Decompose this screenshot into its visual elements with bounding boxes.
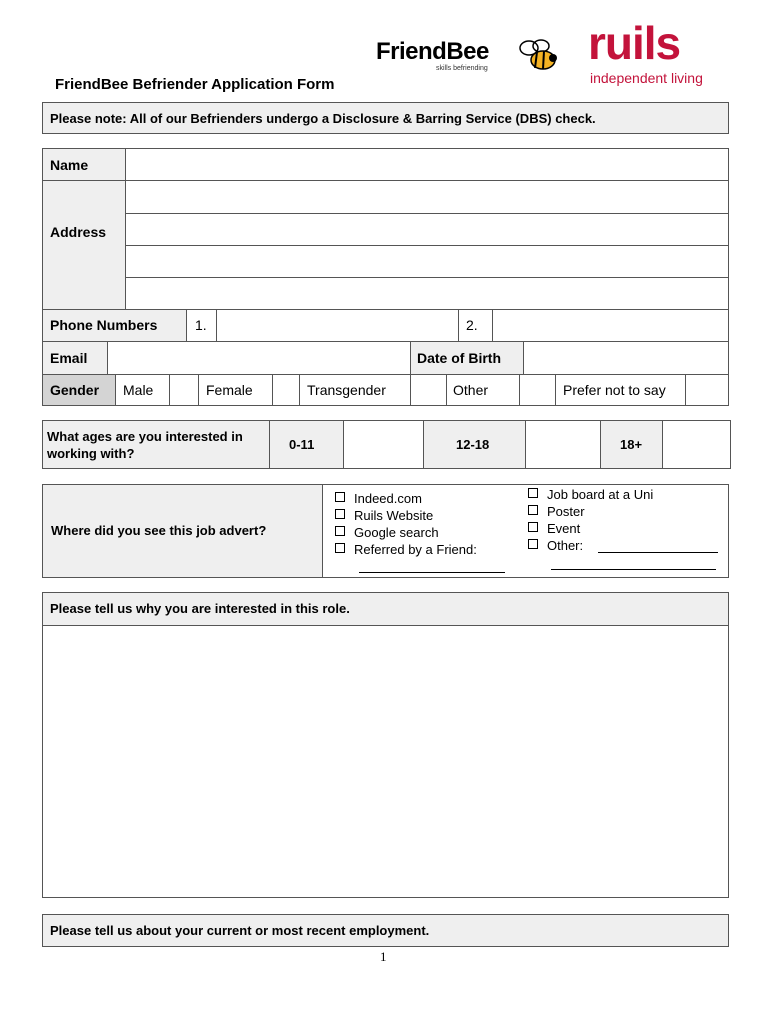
checkbox-icon — [335, 526, 345, 536]
gender-label: Gender — [50, 382, 100, 398]
interest-answer-area[interactable] — [43, 626, 728, 897]
ages-question: What ages are you interested in working with? — [47, 429, 243, 461]
dbs-notice-text: Please note: All of our Befrienders undergo a Disclosure & Barring Service (DBS) check. — [50, 111, 596, 126]
address-line-4-field[interactable] — [126, 278, 728, 309]
age-18-plus-box[interactable] — [663, 421, 730, 468]
advert-option-ruils-website[interactable]: Ruils Website — [335, 507, 433, 524]
age-12-18-box[interactable] — [526, 421, 600, 468]
ruils-tagline: independent living — [590, 70, 703, 86]
interest-prompt: Please tell us why you are interested in this role. — [50, 601, 350, 616]
address-line-1-field[interactable] — [126, 181, 728, 213]
checkbox-icon — [335, 509, 345, 519]
advert-option-event[interactable]: Event — [528, 520, 580, 537]
advert-option-referred[interactable]: Referred by a Friend: — [335, 541, 477, 558]
dob-field[interactable] — [524, 342, 728, 374]
age-option-12-18: 12-18 — [456, 437, 490, 452]
checkbox-icon — [528, 505, 538, 515]
gender-option-prefer-not: Prefer not to say — [563, 382, 666, 398]
other-line-2[interactable] — [551, 569, 716, 570]
other-line-1[interactable] — [598, 552, 718, 553]
checkbox-icon — [528, 522, 538, 532]
phone-2-label: 2. — [466, 317, 478, 333]
employment-section — [42, 914, 729, 947]
gender-female-box[interactable] — [273, 375, 299, 405]
bee-icon — [511, 36, 561, 76]
ages-table — [42, 420, 731, 469]
email-label: Email — [50, 350, 88, 366]
advert-table — [42, 484, 729, 578]
friendbee-tagline: skills befriending — [436, 65, 488, 72]
personal-details-table — [42, 148, 729, 406]
email-field[interactable] — [108, 342, 410, 374]
address-line-2-field[interactable] — [126, 214, 728, 245]
checkbox-icon — [335, 492, 345, 502]
age-0-11-box[interactable] — [344, 421, 423, 468]
ruils-logo — [588, 17, 728, 90]
checkbox-icon — [528, 539, 538, 549]
phone-2-field[interactable] — [493, 310, 728, 341]
advert-option-other[interactable]: Other: — [528, 537, 583, 554]
advert-question: Where did you see this job advert? — [51, 523, 267, 538]
gender-male-box[interactable] — [170, 375, 198, 405]
employment-prompt: Please tell us about your current or most recent employment. — [50, 923, 430, 938]
form-title: FriendBee Befriender Application Form — [55, 76, 335, 93]
name-field[interactable] — [126, 149, 728, 180]
gender-option-transgender: Transgender — [307, 382, 386, 398]
ruils-logo-text: ruils — [588, 17, 681, 69]
age-option-18-plus: 18+ — [620, 437, 643, 452]
gender-other-box[interactable] — [520, 375, 555, 405]
gender-prefer-not-box[interactable] — [686, 375, 728, 405]
age-option-0-11: 0-11 — [289, 437, 315, 452]
dob-label: Date of Birth — [417, 350, 501, 366]
address-line-3-field[interactable] — [126, 246, 728, 277]
advert-option-job-board[interactable]: Job board at a Uni — [528, 486, 653, 503]
friendbee-logo — [376, 36, 561, 80]
name-label: Name — [50, 157, 89, 173]
phone-1-label: 1. — [195, 317, 207, 333]
phone-1-field[interactable] — [217, 310, 458, 341]
address-label: Address — [50, 224, 107, 240]
friendbee-logo-text: FriendBee — [376, 38, 489, 65]
interest-section — [42, 592, 729, 898]
gender-option-female: Female — [206, 382, 253, 398]
advert-option-poster[interactable]: Poster — [528, 503, 585, 520]
dbs-notice — [42, 102, 729, 134]
gender-option-other: Other — [453, 382, 489, 398]
referred-friend-line[interactable] — [359, 572, 505, 573]
checkbox-icon — [528, 488, 538, 498]
advert-option-indeed[interactable]: Indeed.com — [335, 490, 422, 507]
checkbox-icon — [335, 543, 345, 553]
page-number: 1 — [380, 949, 387, 964]
phone-numbers-label: Phone Numbers — [50, 317, 158, 333]
advert-option-google[interactable]: Google search — [335, 524, 439, 541]
gender-transgender-box[interactable] — [411, 375, 446, 405]
gender-option-male: Male — [123, 382, 154, 398]
